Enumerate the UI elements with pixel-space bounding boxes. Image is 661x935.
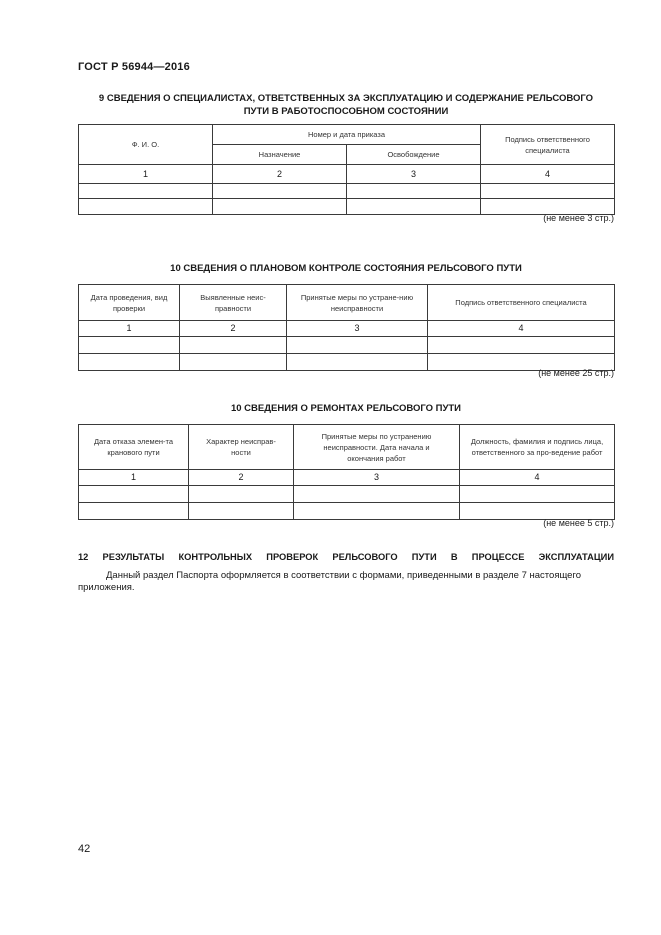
table-cell — [213, 184, 347, 199]
repairs-table — [78, 424, 615, 520]
header-fault-nature: Характер неисправ-ности — [189, 425, 294, 470]
table-cell — [481, 184, 615, 199]
table-cell — [180, 337, 287, 354]
column-number: 4 — [428, 321, 615, 337]
page-number: 42 — [78, 843, 91, 855]
table-cell — [460, 486, 615, 503]
header-failure-date: Дата отказа элемен-та кранового пути — [79, 425, 189, 470]
document-code: ГОСТ Р 56944—2016 — [78, 61, 190, 73]
table-cell — [294, 503, 460, 520]
column-number: 4 — [481, 165, 615, 184]
column-number: 1 — [79, 165, 213, 184]
header-order: Номер и дата приказа — [213, 125, 481, 145]
inspection-table — [78, 284, 615, 371]
column-number-row — [79, 470, 615, 486]
column-number: 2 — [189, 470, 294, 486]
section-9-note: (не менее 3 стр.) — [543, 213, 614, 223]
column-number: 1 — [79, 321, 180, 337]
column-number: 3 — [347, 165, 481, 184]
section-10-repairs-note: (не менее 5 стр.) — [543, 518, 614, 528]
header-signature: Подпись ответственного специалиста — [428, 285, 615, 321]
table-cell — [213, 199, 347, 215]
table-cell — [189, 486, 294, 503]
column-number: 4 — [460, 470, 615, 486]
table-row — [79, 486, 615, 503]
table-cell — [189, 503, 294, 520]
table-cell — [294, 486, 460, 503]
table-cell — [428, 337, 615, 354]
table-cell — [79, 199, 213, 215]
table-cell — [287, 337, 428, 354]
header-fio: Ф. И. О. — [79, 125, 213, 165]
section-10-inspection-heading: 10 СВЕДЕНИЯ О ПЛАНОВОМ КОНТРОЛЕ СОСТОЯНИЯ РЕЛЬСОВОГО ПУТИ — [170, 263, 522, 274]
header-inspection-date: Дата проведения, вид проверки — [79, 285, 180, 321]
column-number: 3 — [287, 321, 428, 337]
header-signature: Подпись ответственного специалиста — [481, 125, 615, 165]
column-number: 1 — [79, 470, 189, 486]
table-cell — [79, 354, 180, 371]
table-row — [79, 184, 615, 199]
section-9-heading-line-1: 9 СВЕДЕНИЯ О СПЕЦИАЛИСТАХ, ОТВЕТСТВЕННЫХ ЗА ЭКСПЛУАТАЦИЮ И СОДЕРЖАНИЕ РЕЛЬСОВОГО — [98, 93, 594, 104]
header-responsible-person: Должность, фамилия и подпись лица, ответственного за про-ведение работ — [460, 425, 615, 470]
section-9-heading-line-2: ПУТИ В РАБОТОСПОСОБНОМ СОСТОЯНИИ — [243, 106, 449, 117]
table-cell — [79, 337, 180, 354]
table-cell — [347, 184, 481, 199]
section-9-heading — [78, 92, 614, 118]
section-10-inspection-note: (не менее 25 стр.) — [538, 368, 614, 378]
header-faults: Выявленные неис-правности — [180, 285, 287, 321]
column-number-row — [79, 165, 615, 184]
column-number: 3 — [294, 470, 460, 486]
column-number: 2 — [213, 165, 347, 184]
header-measures: Принятые меры по устране-нию неисправности — [287, 285, 428, 321]
table-row — [79, 337, 615, 354]
header-appointment: Назначение — [213, 145, 347, 165]
section-12-paragraph: Данный раздел Паспорта оформляется в соответствии с формами, приведенными в разделе 7 настоящего приложения. — [78, 570, 582, 593]
table-row — [79, 503, 615, 520]
table-cell — [460, 503, 615, 520]
table-cell — [79, 503, 189, 520]
section-12-heading: 12 РЕЗУЛЬТАТЫ КОНТРОЛЬНЫХ ПРОВЕРОК РЕЛЬСОВОГО ПУТИ В ПРОЦЕССЕ ЭКСПЛУАТАЦИИ — [78, 552, 614, 562]
header-release: Освобождение — [347, 145, 481, 165]
specialists-table — [78, 124, 615, 215]
column-number-row — [79, 321, 615, 337]
section-10-repairs-heading: 10 СВЕДЕНИЯ О РЕМОНТАХ РЕЛЬСОВОГО ПУТИ — [230, 403, 462, 414]
table-cell — [79, 486, 189, 503]
header-repair-measures: Принятые меры по устранению неисправности. Дата начала и окончания работ — [294, 425, 460, 470]
table-cell — [180, 354, 287, 371]
column-number: 2 — [180, 321, 287, 337]
table-cell — [79, 184, 213, 199]
table-cell — [287, 354, 428, 371]
